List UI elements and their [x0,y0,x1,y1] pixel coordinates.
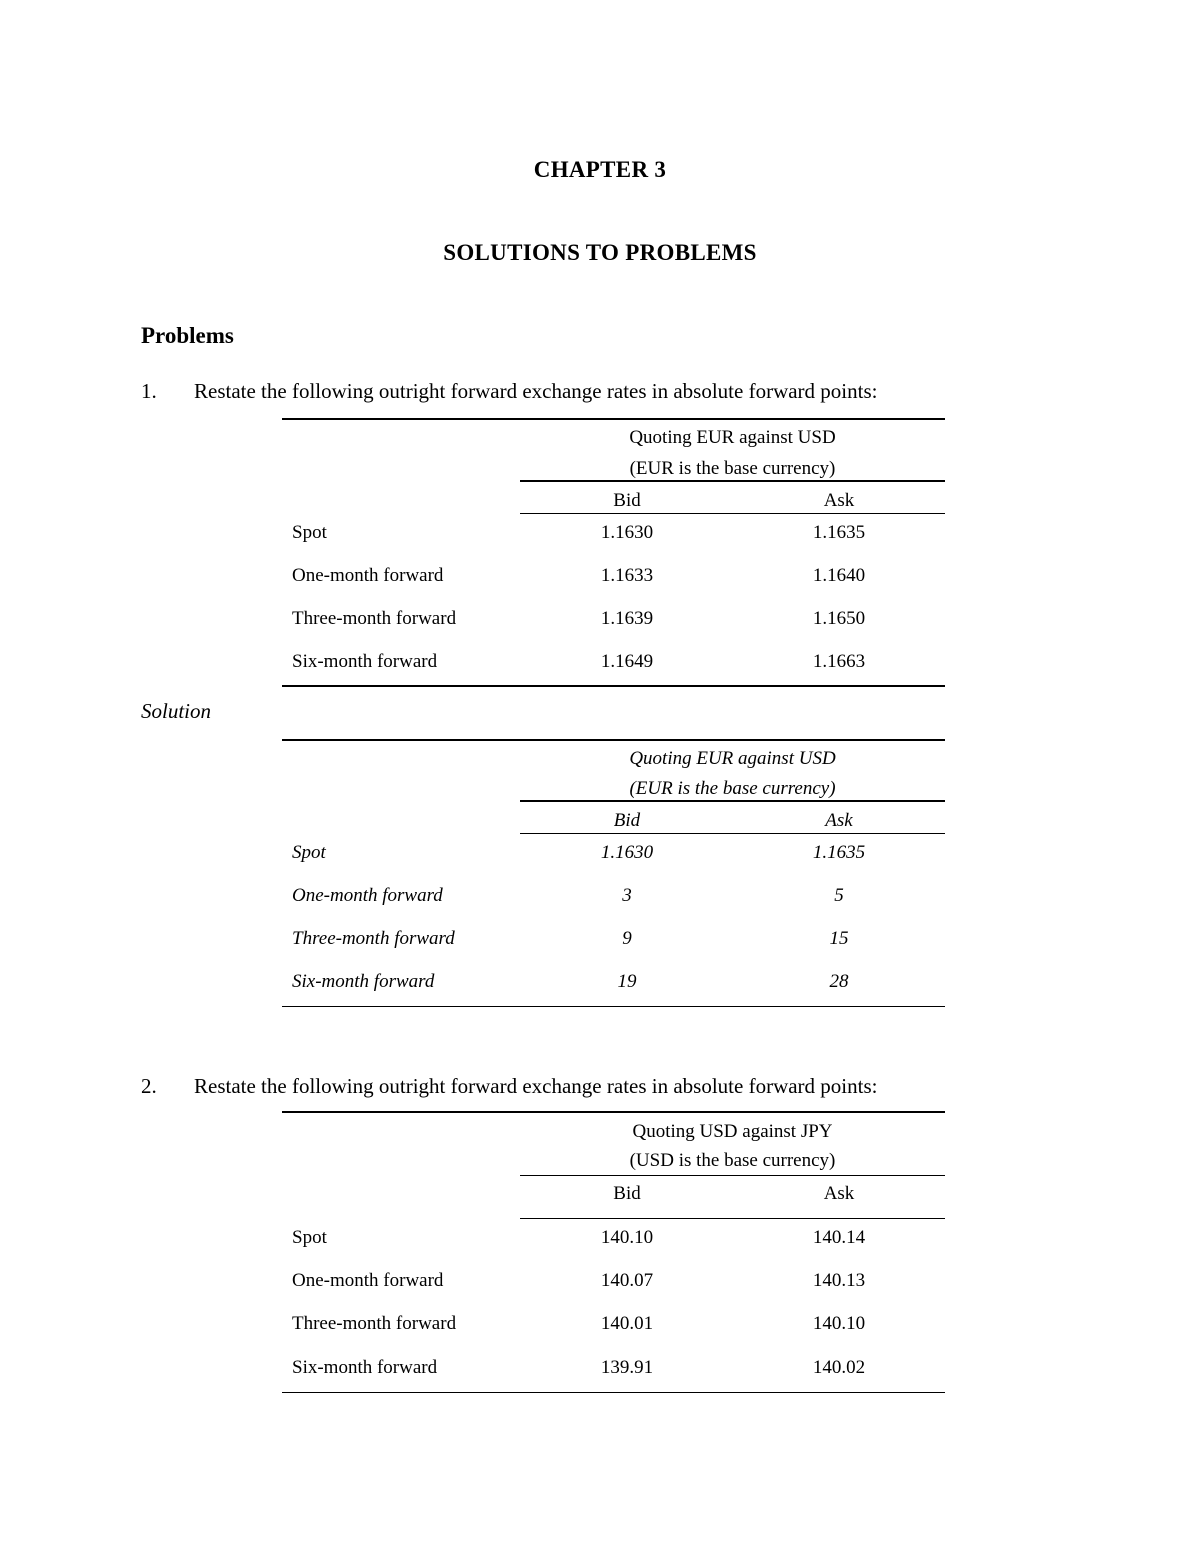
ask-value: 1.1663 [812,651,866,672]
ask-value: 1.1650 [812,608,866,629]
row-label: One-month forward [292,1270,444,1291]
ask-column-header: Ask [823,1183,855,1204]
ask-value: 1.1640 [812,565,866,586]
table-header-rule [520,1175,945,1176]
table-bottom-rule [282,1392,945,1393]
bid-value: 140.10 [600,1227,654,1248]
solution-1-table [282,739,945,1009]
table-header-line1: Quoting EUR against USD [629,748,836,769]
row-label: Three-month forward [292,928,455,949]
ask-value: 1.1635 [812,522,866,543]
ask-column-header: Ask [823,490,855,511]
bid-value: 1.1633 [600,565,654,586]
row-label: Spot [292,1227,327,1248]
row-label: One-month forward [292,885,443,906]
table-subheader-rule [520,1218,945,1219]
bid-value: 1.1649 [600,651,654,672]
bid-value: 1.1630 [600,522,654,543]
table-bottom-rule [282,1006,945,1007]
bid-value: 140.07 [600,1270,654,1291]
bid-value: 9 [622,928,632,949]
ask-value: 140.10 [812,1313,866,1334]
bid-value: 140.01 [600,1313,654,1334]
bid-column-header: Bid [613,810,641,831]
row-label: Three-month forward [292,608,457,629]
bid-value: 139.91 [600,1357,654,1378]
table-bottom-rule [282,685,945,687]
table-subheader-rule [520,513,945,514]
ask-value: 5 [834,885,844,906]
row-label: One-month forward [292,565,444,586]
table-top-rule [282,739,945,741]
problem-1-text: Restate the following outright forward exchange rates in absolute forward points: [194,379,878,403]
table-subheader-rule [520,833,945,834]
table-header-rule [520,800,945,802]
problem-1-table [282,418,945,688]
table-header-rule [520,480,945,482]
ask-value: 140.13 [812,1270,866,1291]
table-header-line2: (EUR is the base currency) [629,458,836,479]
row-label: Six-month forward [292,651,438,672]
table-header-line2: (EUR is the base currency) [629,778,836,799]
bid-column-header: Bid [613,490,641,511]
problem-2-number: 2. [141,1074,157,1098]
problem-2-text: Restate the following outright forward exchange rates in absolute forward points: [194,1074,878,1098]
row-label: Six-month forward [292,1357,438,1378]
row-label: Spot [292,842,326,863]
section-heading: Problems [141,323,234,348]
bid-value: 1.1630 [600,842,654,863]
bid-value: 19 [617,971,637,992]
row-label: Six-month forward [292,971,435,992]
row-label: Spot [292,522,327,543]
ask-value: 140.14 [812,1227,866,1248]
bid-value: 3 [622,885,632,906]
table-header-line1: Quoting EUR against USD [629,427,836,448]
row-label: Three-month forward [292,1313,457,1334]
ask-value: 28 [829,971,849,992]
problem-1-number: 1. [141,379,157,403]
table-top-rule [282,418,945,420]
chapter-title: CHAPTER 3 [533,157,667,182]
table-top-rule [282,1111,945,1113]
solution-label: Solution [141,699,212,723]
table-header-line2: (USD is the base currency) [629,1150,836,1171]
bid-value: 1.1639 [600,608,654,629]
ask-value: 1.1635 [812,842,866,863]
page-subtitle: SOLUTIONS TO PROBLEMS [443,240,757,265]
ask-column-header: Ask [825,810,853,831]
problem-2-table [282,1111,945,1396]
ask-value: 140.02 [812,1357,866,1378]
table-header-line1: Quoting USD against JPY [632,1121,833,1142]
bid-column-header: Bid [613,1183,641,1204]
ask-value: 15 [829,928,849,949]
